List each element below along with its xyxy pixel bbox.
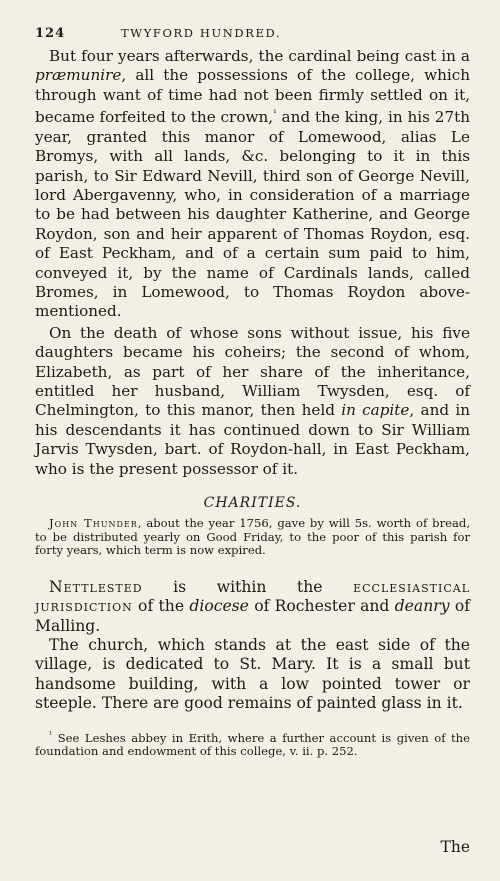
main-text [35, 47, 470, 479]
footnote-marker: ¹ [49, 729, 53, 739]
italic-term: præmunire [35, 66, 122, 85]
paragraph-church: The church, which stands at the east side of the village, is dedicated to St. Mary. It is a small but handsome building, with a low pointed tower or steeple. There are good remains of painted glass in it. [35, 636, 470, 713]
paragraph-jurisdiction: Nettlested is within the ecclesiastical jurisdiction of the diocese of Rochester and deanry of Malling. [35, 577, 470, 635]
footnote: $^{^1}$ See Leshes abbey in Erith, where a further account is given of the foundation and endowment of this college, v. ii. p. 252. [35, 729, 470, 759]
footnote-reference: ¹ [273, 109, 277, 120]
catchword: The [440, 838, 470, 856]
page-header [35, 26, 470, 41]
donor-name: John Thunder [49, 516, 138, 530]
italic-term: in capite [341, 401, 410, 420]
page-number: 124 [35, 26, 66, 41]
paragraph-descent: On the death of whose sons without issue, his five daughters became his coheirs; the second of whom, Elizabeth, as part of her share of the inheritance, entitled her husband, William Twysden, esq. of Chelmington, to this manor, then held in capite, and in his descendants it has continued down to Sir William Jarvis Twysden, bart. of Roydon-hall, in East Peckham, who is the present possessor of it. [35, 323, 471, 478]
parish-name: Nettlested [49, 577, 143, 596]
parish-section [35, 578, 470, 714]
charities-heading: CHARITIES. [203, 495, 302, 511]
paragraph-manor-history: But four years afterwards, the cardinal being cast in a præmunire, all the possessions of the college, which through want of time had not been firmly settled on it, became forfeited to the crown,$^{^1}$ and the king, in his 27th year, granted this manor of Lomewood, alias Le Bromys, with all lands, &c. belonging to it in this parish, to Sir Edward Nevill, third son of George Nevill, lord Abergavenny, who, in consideration of a marriage to be had between his daughter Katherine, and George Roydon, son and heir apparent of Thomas Roydon, esq. of East Peckham, and of a certain sum paid to him, conveyed it, by the name of Cardinals lands, called Bromes, in Lomewood, to Thomas Roydon above-mentioned. [35, 47, 470, 321]
charity-entry: John Thunder, about the year 1756, gave by will 5s. worth of bread, to be distributed yearly on Good Friday, to the poor of this parish for forty years, which term is now expired. [35, 516, 470, 558]
running-head: TWYFORD HUNDRED. [121, 26, 282, 40]
